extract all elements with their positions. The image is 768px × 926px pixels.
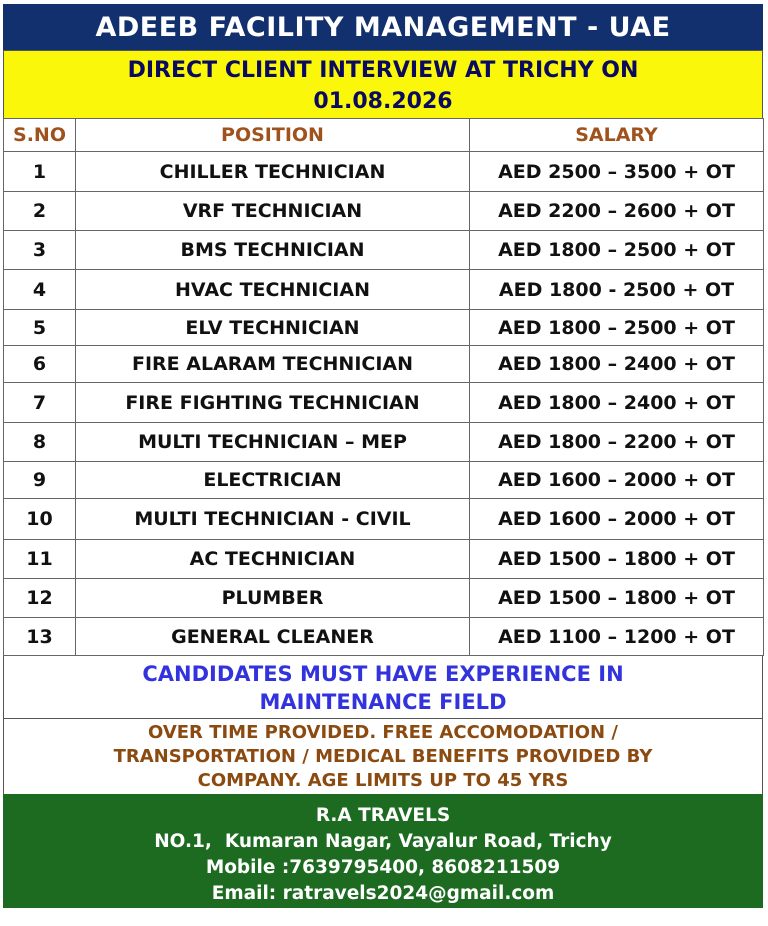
- benefits-line: TRANSPORTATION / MEDICAL BENEFITS PROVIDED BY: [113, 746, 653, 767]
- row-position: GENERAL CLEANER: [76, 618, 470, 656]
- row-sno: 9: [4, 462, 76, 499]
- benefits-line: COMPANY. AGE LIMITS UP TO 45 YRS: [197, 770, 569, 791]
- row-position: HVAC TECHNICIAN: [76, 270, 470, 310]
- row-position: PLUMBER: [76, 579, 470, 618]
- row-salary: AED 1600 – 2000 + OT: [470, 499, 764, 540]
- table-body: [4, 152, 764, 656]
- table-row: [4, 579, 764, 618]
- row-position: MULTI TECHNICIAN – MEP: [76, 423, 470, 462]
- row-salary: AED 2200 – 2600 + OT: [470, 192, 764, 231]
- row-sno: 10: [4, 499, 76, 540]
- row-salary: AED 2500 – 3500 + OT: [470, 152, 764, 192]
- row-position: BMS TECHNICIAN: [76, 231, 470, 270]
- table-row: [4, 346, 764, 383]
- row-salary: AED 1800 – 2400 + OT: [470, 383, 764, 423]
- row-salary: AED 1800 – 2400 + OT: [470, 346, 764, 383]
- interview-banner: [3, 50, 763, 118]
- table-row: [4, 462, 764, 499]
- table-row: [4, 618, 764, 656]
- column-header-position: POSITION: [76, 119, 470, 152]
- row-salary: AED 1500 – 1800 + OT: [470, 579, 764, 618]
- row-sno: 8: [4, 423, 76, 462]
- row-salary: AED 1100 – 1200 + OT: [470, 618, 764, 656]
- row-sno: 12: [4, 579, 76, 618]
- row-salary: AED 1800 – 2500 + OT: [470, 310, 764, 346]
- row-position: MULTI TECHNICIAN - CIVIL: [76, 499, 470, 540]
- row-salary: AED 1600 – 2000 + OT: [470, 462, 764, 499]
- table-row: [4, 499, 764, 540]
- row-position: ELECTRICIAN: [76, 462, 470, 499]
- row-sno: 5: [4, 310, 76, 346]
- row-position: VRF TECHNICIAN: [76, 192, 470, 231]
- table-row: [4, 152, 764, 192]
- interview-date: 01.08.2026: [313, 89, 453, 114]
- table-row: [4, 231, 764, 270]
- job-poster: [3, 4, 763, 908]
- table-row: [4, 540, 764, 579]
- row-position: ELV TECHNICIAN: [76, 310, 470, 346]
- table-row: [4, 310, 764, 346]
- positions-table: [3, 118, 764, 656]
- contact-panel: [3, 794, 763, 908]
- row-position: FIRE ALARAM TECHNICIAN: [76, 346, 470, 383]
- column-header-sno: S.NO: [4, 119, 76, 152]
- row-sno: 4: [4, 270, 76, 310]
- row-sno: 6: [4, 346, 76, 383]
- table-row: [4, 270, 764, 310]
- row-salary: AED 1500 – 1800 + OT: [470, 540, 764, 579]
- benefits-line: OVER TIME PROVIDED. FREE ACCOMODATION /: [148, 722, 618, 743]
- table-row: [4, 423, 764, 462]
- experience-note: [3, 656, 763, 718]
- interview-line: DIRECT CLIENT INTERVIEW AT TRICHY ON: [127, 58, 639, 83]
- experience-line: CANDIDATES MUST HAVE EXPERIENCE IN: [142, 662, 624, 686]
- row-position: AC TECHNICIAN: [76, 540, 470, 579]
- table-row: [4, 383, 764, 423]
- row-salary: AED 1800 – 2500 + OT: [470, 231, 764, 270]
- table-row: [4, 192, 764, 231]
- row-sno: 2: [4, 192, 76, 231]
- row-position: FIRE FIGHTING TECHNICIAN: [76, 383, 470, 423]
- row-sno: 3: [4, 231, 76, 270]
- experience-line: MAINTENANCE FIELD: [259, 690, 507, 714]
- benefits-note: [3, 718, 763, 794]
- agency-mobile: Mobile :7639795400, 8608211509: [205, 857, 561, 878]
- company-title: ADEEB FACILITY MANAGEMENT - UAE: [3, 4, 763, 50]
- row-sno: 1: [4, 152, 76, 192]
- row-sno: 7: [4, 383, 76, 423]
- table-header-row: [4, 119, 764, 152]
- row-sno: 13: [4, 618, 76, 656]
- row-salary: AED 1800 - 2500 + OT: [470, 270, 764, 310]
- row-position: CHILLER TECHNICIAN: [76, 152, 470, 192]
- agency-email: Email: ratravels2024@gmail.com: [211, 883, 555, 904]
- column-header-salary: SALARY: [470, 119, 764, 152]
- row-salary: AED 1800 – 2200 + OT: [470, 423, 764, 462]
- agency-address: NO.1, Kumaran Nagar, Vayalur Road, Trichy: [154, 831, 612, 852]
- row-sno: 11: [4, 540, 76, 579]
- agency-name: R.A TRAVELS: [315, 805, 451, 826]
